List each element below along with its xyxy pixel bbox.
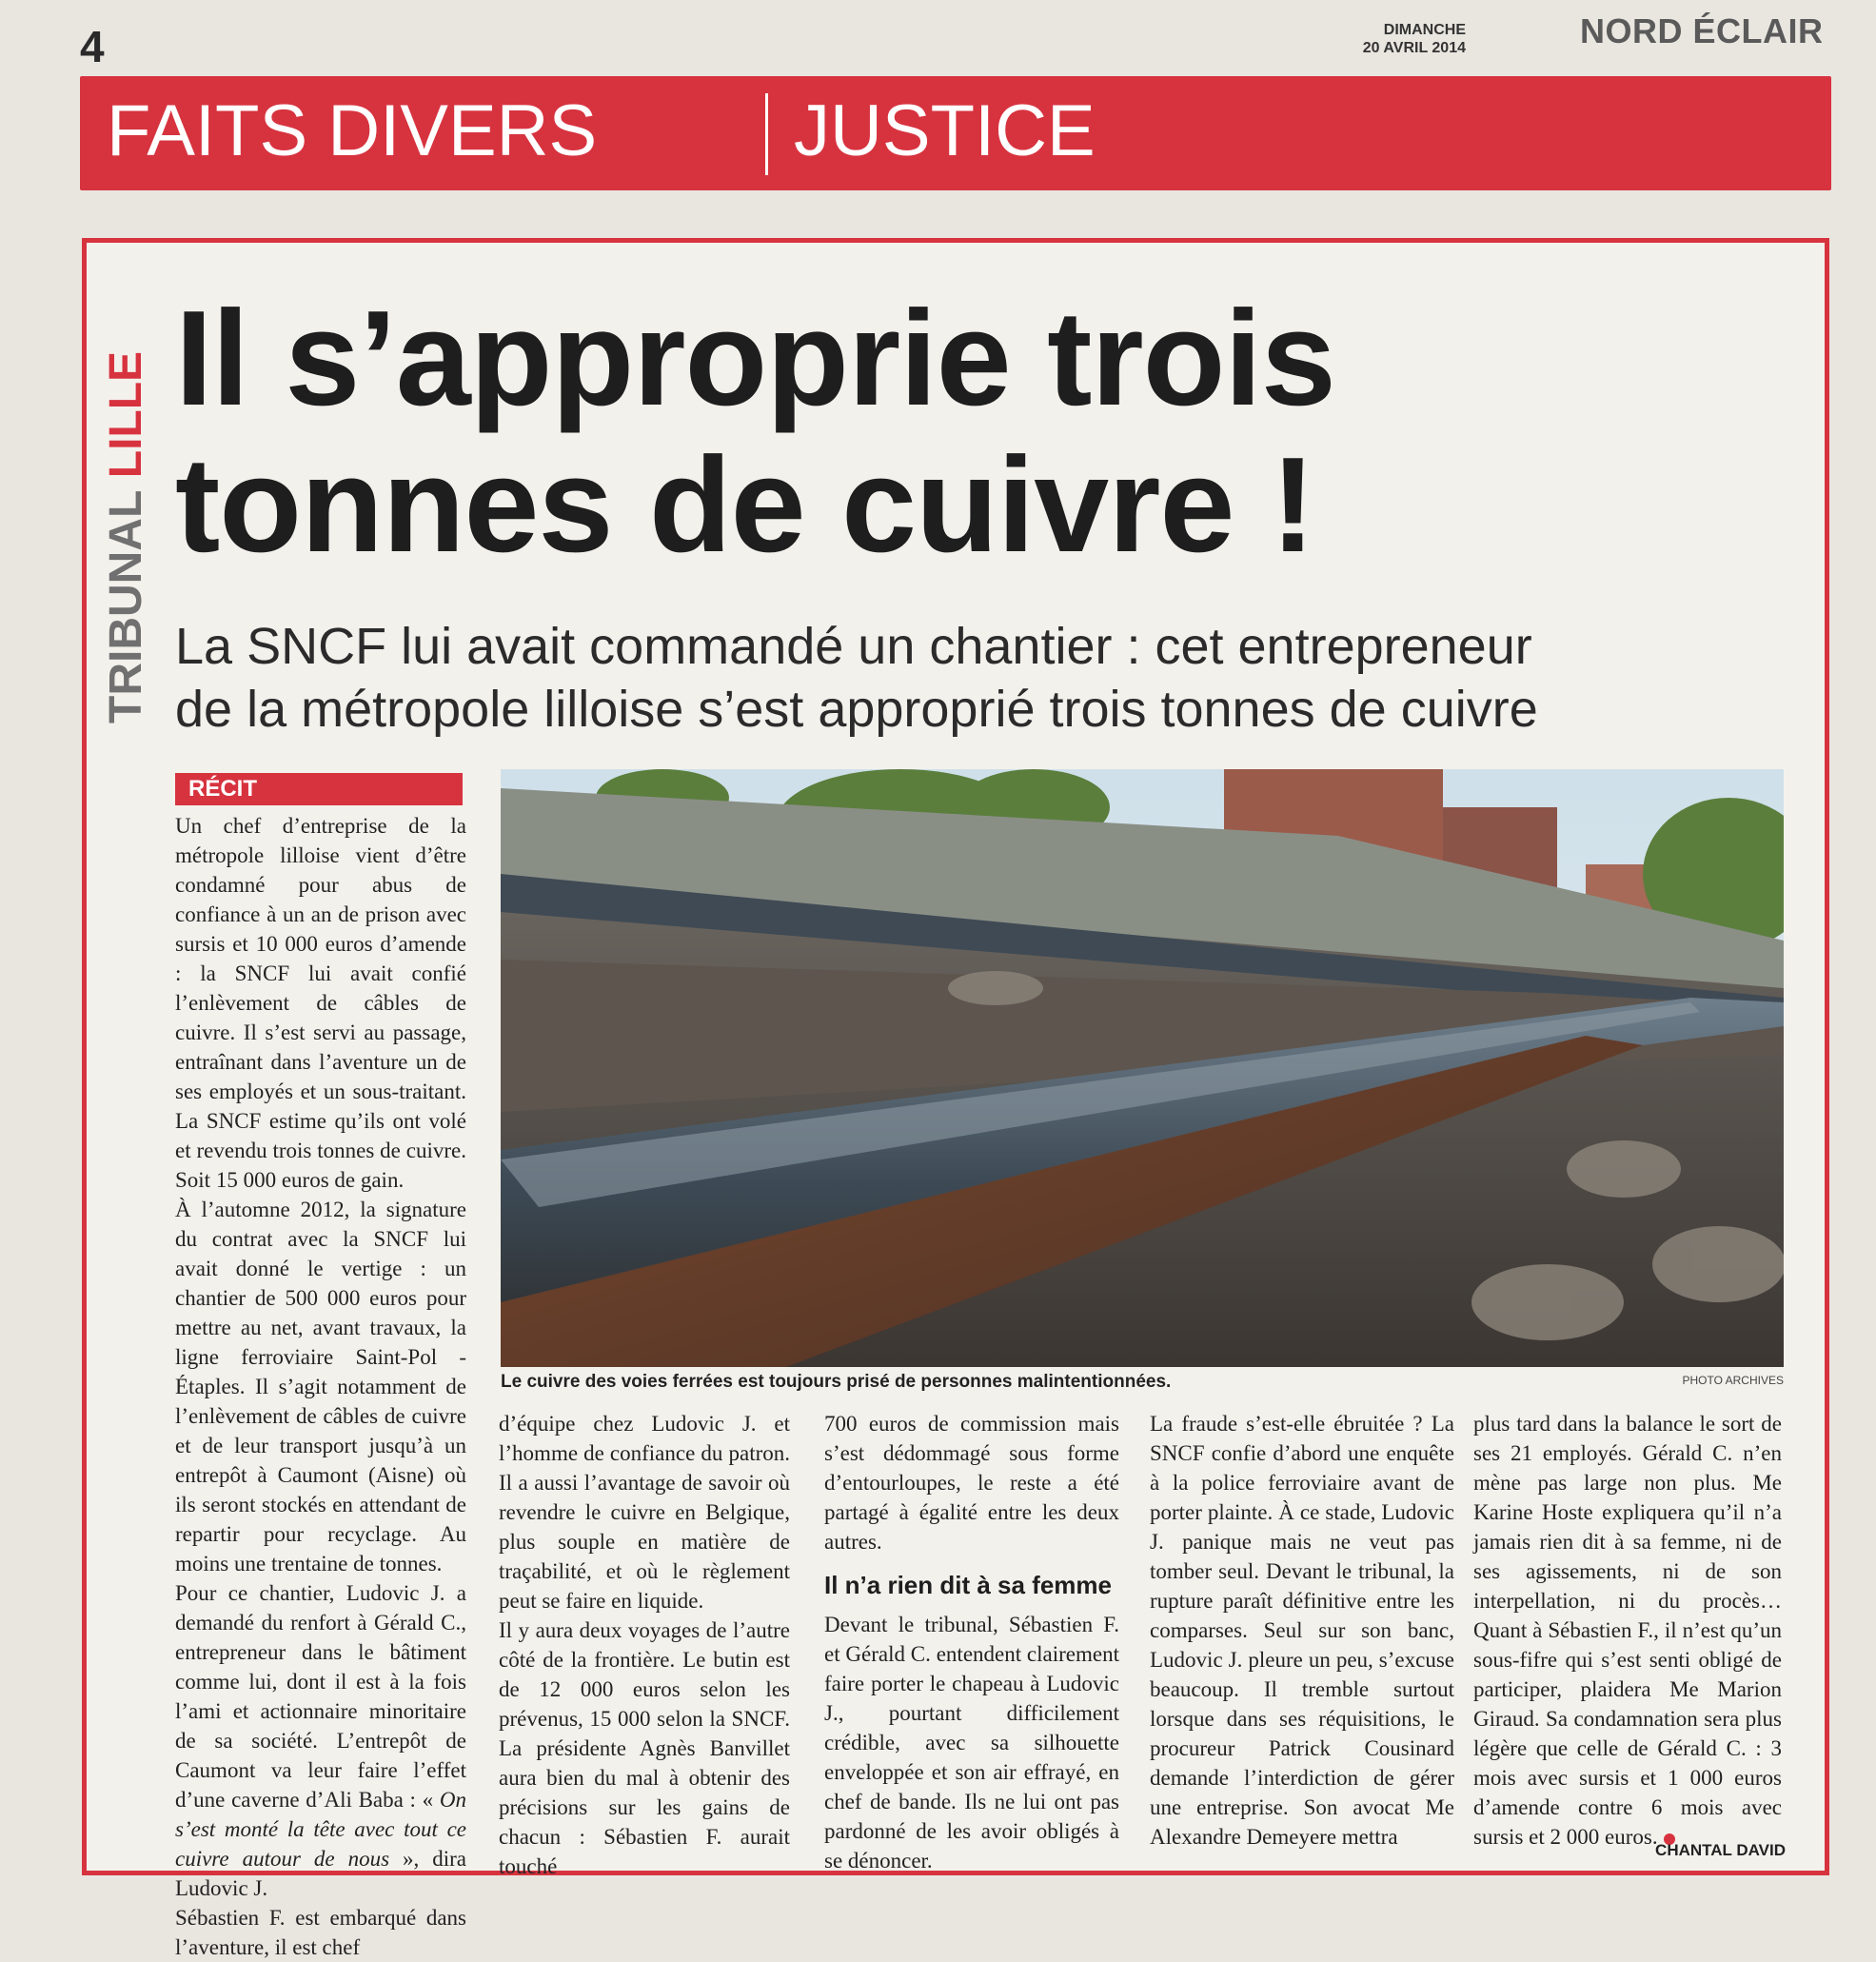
section-divider <box>765 93 768 175</box>
section-right: JUSTICE <box>794 90 1096 171</box>
text-run: Pour ce chantier, Ludovic J. a demandé du renfort à Gérald C., entrepreneur dans le bâtiment comme lui, dont il est à la fois l’ami et actionnaire minoritaire de sa société. L’entrepôt de Caumont va leur faire l’effet d’une caverne d’Ali Baba : « <box>175 1581 466 1812</box>
edition-date <box>1313 21 1466 57</box>
standfirst-line-1: La SNCF lui avait commandé un chantier : cet entrepreneur <box>175 618 1532 675</box>
article-column-1 <box>175 811 466 1962</box>
article-column-2 <box>499 1409 790 1881</box>
paragraph <box>175 1578 466 1903</box>
paragraph: La fraude s’est-elle ébruitée ? La SNCF confie d’abord une enquête à la police ferroviaire avant de porter plainte. À ce stade, Ludovic J. panique mais ne veut pas tomber seul. Devant le tribunal, la rupture paraît définitive entre les comparses. Seul sur son banc, Ludovic J. pleure un peu, s’excuse beaucoup. Il tremble surtout lorsque dans ses réquisitions, le procureur Patrick Cousinard demande l’interdiction de gérer une entreprise. Son avocat Me Alexandre Demeyere mettra <box>1150 1412 1454 1849</box>
text-run: », dira Ludovic J. <box>175 1847 466 1900</box>
article-column-5 <box>1473 1409 1782 1852</box>
paragraph: 700 euros de commission mais s’est dédommagé sous forme d’entourloupes, le reste a été partagé à égalité entre les deux autres. <box>824 1412 1119 1554</box>
page-number: 4 <box>80 22 105 71</box>
headline-line-2: tonnes de cuivre ! <box>175 429 1315 581</box>
headline-line-1: Il s’approprie trois <box>175 283 1335 434</box>
recit-label: RÉCIT <box>175 773 463 805</box>
quote: On s’est monté la tête avec tout ce cuivre autour de nous <box>175 1788 466 1871</box>
paragraph <box>1473 1409 1782 1852</box>
newspaper-name: NORD ÉCLAIR <box>1580 11 1824 50</box>
edition-date-text: 20 AVRIL 2014 <box>1362 40 1466 56</box>
section-left: FAITS DIVERS <box>107 90 598 171</box>
paragraph: d’équipe chez Ludovic J. et l’homme de confiance du patron. Il a aussi l’avantage de savoir où revendre le cuivre en Belgique, plus souple en matière de traçabilité, et où le règlement peut se faire en liquide. <box>499 1412 790 1613</box>
byline: CHANTAL DAVID <box>1655 1841 1786 1859</box>
paragraph: Sébastien F. est embarqué dans l’aventure, il est chef <box>175 1906 466 1959</box>
photo-credit: PHOTO ARCHIVES <box>1682 1374 1784 1387</box>
paragraph: À l’automne 2012, la signature du contrat avec la SNCF lui avait donné le vertige : un chantier de 500 000 euros pour mettre au net, avant travaux, la ligne ferroviaire Saint-Pol - Étaples. Il s’agit notamment de l’enlèvement de câbles de cuivre et de leur transport jusqu’à un entrepôt à Caumont (Aisne) où ils seront stockés en attendant de repartir pour recyclage. Au moins une trentaine de tonnes. <box>175 1198 466 1576</box>
text-run: plus tard dans la balance le sort de ses 21 employés. Gérald C. n’en mène pas large non plus. Me Karine Hoste expliquera qu’il n’a jamais rien dit à sa femme, ni de ses agissements, ni de son interpellation, ni du procès… Quant à Sébastien F., il n’est qu’un sous-fifre qui s’est senti obligé de participer, plaidera Me Marion Giraud. Sa condamnation sera plus légère que celle de Gérald C. : 3 mois avec sursis et 1 000 euros d’amende contre 6 mois avec sursis et 2 000 euros. <box>1473 1412 1782 1849</box>
railway-track-image <box>501 769 1784 1367</box>
photo-caption: Le cuivre des voies ferrées est toujours prisé de personnes malintentionnées. <box>501 1372 1172 1392</box>
standfirst <box>175 615 1793 741</box>
railway-photo <box>501 769 1784 1367</box>
headline <box>175 283 1793 581</box>
edition-day: DIMANCHE <box>1383 22 1466 38</box>
article-column-4 <box>1150 1409 1454 1852</box>
paragraph: Il y aura deux voyages de l’autre côté de la frontière. Le butin est de 12 000 euros selon les prévenus, 15 000 selon la SNCF. La présidente Agnès Banvillet aura bien du mal à obtenir des précisions sur les gains de chacun : Sébastien F. aurait touché <box>499 1618 790 1878</box>
paragraph: Devant le tribunal, Sébastien F. et Gérald C. entendent clairement faire porter le chapeau à Ludovic J., pourtant difficilement crédible, avec sa silhouette enveloppée et son air effrayé, en chef de bande. Ils ne lui ont pas pardonné de les avoir obligés à se dénoncer. <box>824 1613 1119 1873</box>
rubric-lille: LILLE <box>101 350 151 479</box>
article-subhead: Il n’a rien dit à sa femme <box>824 1571 1112 1599</box>
standfirst-line-2: de la métropole lilloise s’est approprié trois tonnes de cuivre <box>175 681 1538 738</box>
section-banner <box>80 76 1831 190</box>
article-rubric <box>103 286 150 723</box>
article-column-3 <box>824 1409 1119 1875</box>
paragraph: Un chef d’entreprise de la métropole lilloise vient d’être condamné pour abus de confiance à un an de prison avec sursis et 10 000 euros d’amende : la SNCF lui avait confié l’enlèvement de câbles de cuivre. Il s’est servi au passage, entraînant dans l’aventure un de ses employés et un sous-traitant. La SNCF estime qu’ils ont volé et revendu trois tonnes de cuivre. Soit 15 000 euros de gain. <box>175 814 466 1192</box>
rubric-tribunal: TRIBUNAL <box>101 478 151 723</box>
